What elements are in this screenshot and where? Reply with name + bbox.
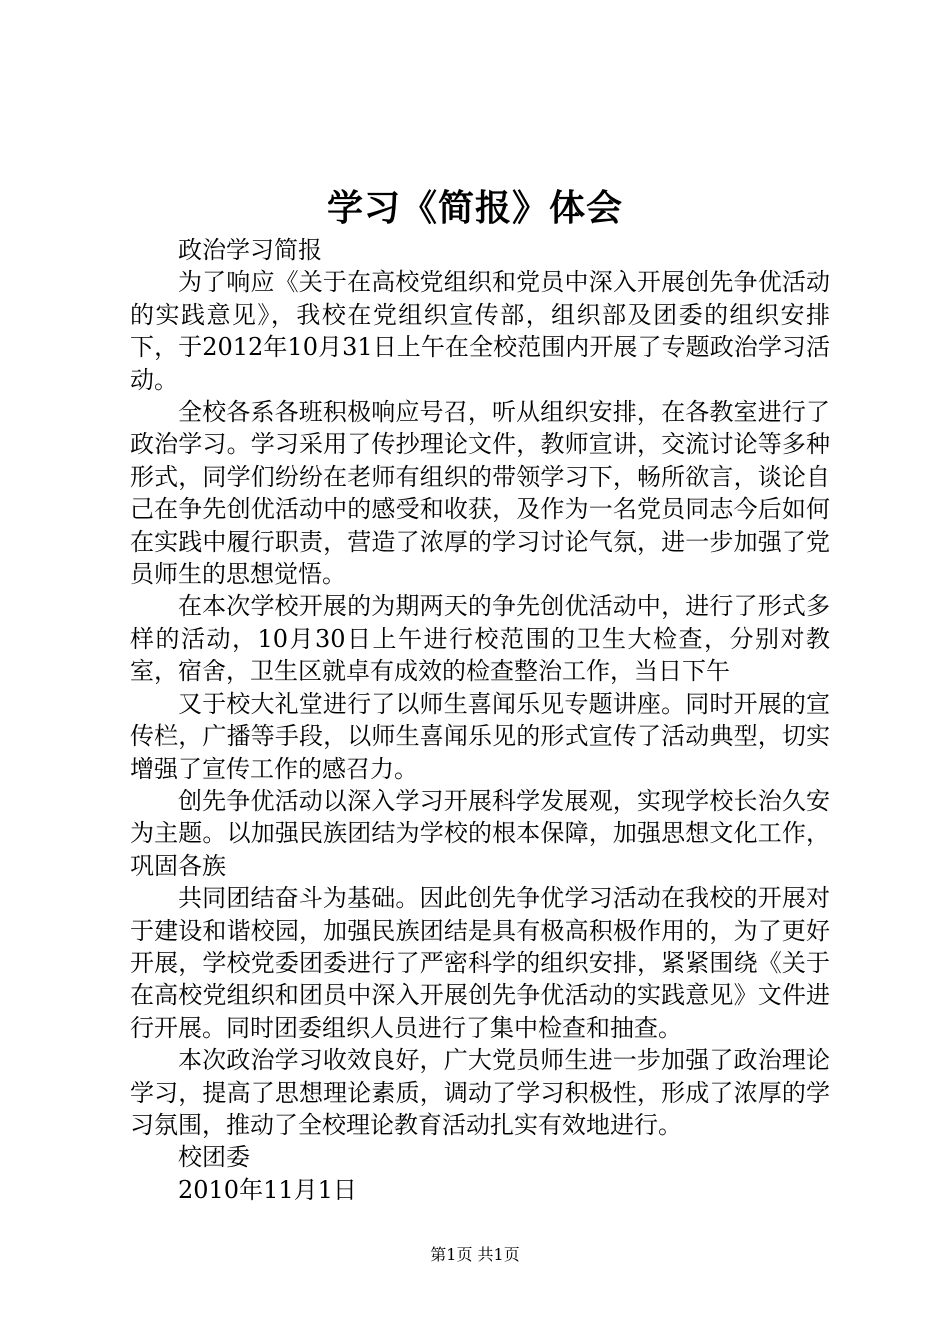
body-paragraph: 在本次学校开展的为期两天的争先创优活动中，进行了形式多样的活动，10月30日上午进行校范围的卫生大检查，分别对教室，宿舍，卫生区就卓有成效的检查整治工作，当日下午: [130, 592, 830, 686]
body-paragraph: 为了响应《关于在高校党组织和党员中深入开展创先争优活动的实践意见》，我校在党组织宣传部，组织部及团委的组织安排下，于2012年10月31日上午在全校范围内开展了专题政治学习活动。: [130, 268, 830, 394]
document-title: 学习《简报》体会: [326, 187, 623, 229]
signature-organization: 校团委: [178, 1143, 250, 1172]
body-paragraph-heading: 政治学习简报: [178, 236, 322, 264]
body-paragraph: 共同团结奋斗为基础。因此创先争优学习活动在我校的开展对于建设和谐校园，加强民族团结是具有极高积极作用的，为了更好开展，学校党委团委进行了严密科学的组织安排，紧紧围绕《关于在高校党组织和团员中深入开展创先争优活动的实践意见》文件进行开展。同时团委组织人员进行了集中检查和抽查。: [130, 884, 830, 1042]
body-paragraph: 创先争优活动以深入学习开展科学发展观，实现学校长治久安为主题。以加强民族团结为学校的根本保障，加强思想文化工作，巩固各族: [130, 786, 830, 880]
signature-date: 2010年11月1日: [178, 1175, 357, 1204]
document-body: [130, 234, 830, 1206]
body-paragraph: 本次政治学习收效良好，广大党员师生进一步加强了政治理论学习，提高了思想理论素质，调动了学习积极性，形成了浓厚的学习氛围，推动了全校理论教育活动扎实有效地进行。: [130, 1046, 830, 1139]
page-footer: 第1页 共1页: [430, 1245, 520, 1264]
body-paragraph: 又于校大礼堂进行了以师生喜闻乐见专题讲座。同时开展的宣传栏，广播等手段，以师生喜闻乐见的形式宣传了活动典型，切实增强了宣传工作的感召力。: [130, 689, 830, 783]
body-paragraph: 全校各系各班积极响应号召，听从组织安排，在各教室进行了政治学习。学习采用了传抄理论文件，教师宣讲，交流讨论等多种形式，同学们纷纷在老师有组织的带领学习下，畅所欲言，谈论自己在争先创优活动中的感受和收获，及作为一名党员同志今后如何在实践中履行职责，营造了浓厚的学习讨论气氛，进一步加强了党员师生的思想觉悟。: [130, 398, 830, 589]
